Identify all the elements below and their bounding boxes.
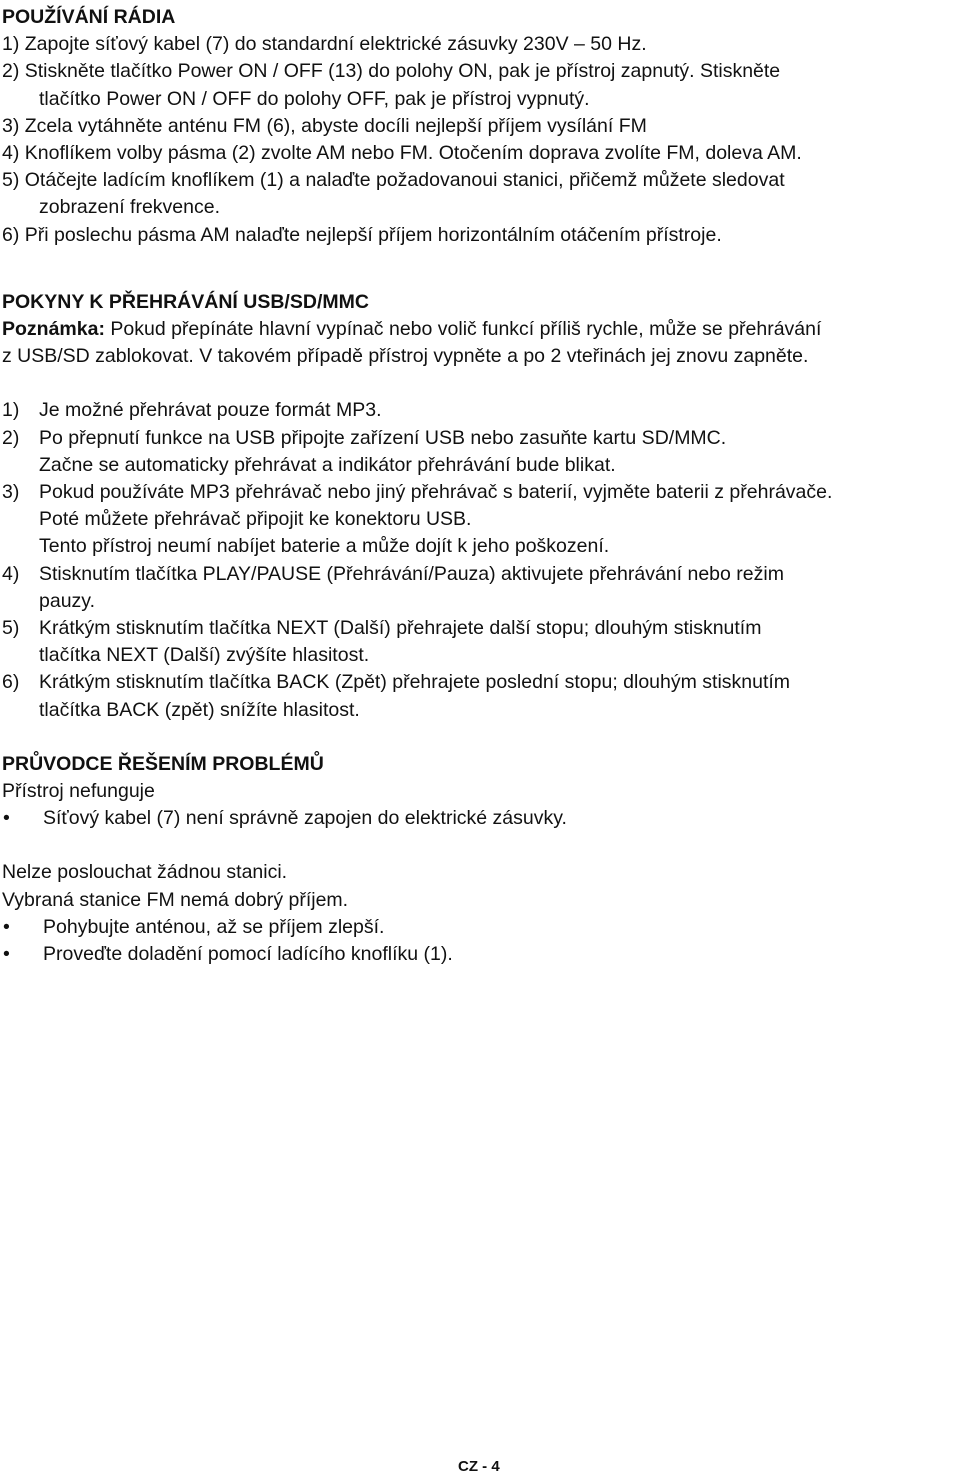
- usb-item-6-line-1: Krátkým stisknutím tlačítka BACK (Zpět) přehrajete poslední stopu; dlouhým stisknutím: [39, 671, 791, 694]
- usb-item-2-line-2: Začne se automaticky přehrávat a indikátor přehrávání bude blikat.: [39, 453, 616, 476]
- trouble-problem-2a: Nelze poslouchat žádnou stanici.: [2, 861, 288, 884]
- usb-item-5-number: 5): [2, 617, 20, 640]
- radio-line-3: tlačítko Power ON / OFF do polohy OFF, pak je přístroj vypnutý.: [39, 87, 590, 110]
- bullet-icon: •: [3, 807, 10, 830]
- usb-item-2-line-1: Po přepnutí funkce na USB připojte zařízení USB nebo zasuňte kartu SD/MMC.: [39, 426, 727, 449]
- usb-item-4-number: 4): [2, 562, 20, 585]
- usb-item-1-number: 1): [2, 399, 20, 422]
- radio-line-8: 6) Při poslechu pásma AM nalaďte nejlepší příjem horizontálním otáčením přístroje.: [2, 223, 722, 246]
- usb-item-3-line-1: Pokud používáte MP3 přehrávač nebo jiný přehrávač s baterií, vyjměte baterii z přehrávače.: [39, 481, 833, 504]
- usb-item-3-line-2: Poté můžete přehrávač připojit ke konektoru USB.: [39, 508, 472, 531]
- trouble-problem-1: Přístroj nefunguje: [2, 780, 155, 803]
- usb-item-5-line-2: tlačítka NEXT (Další) zvýšíte hlasitost.: [39, 644, 370, 667]
- usb-item-2-number: 2): [2, 426, 20, 449]
- usb-heading: POKYNY K PŘEHRÁVÁNÍ USB/SD/MMC: [2, 290, 369, 313]
- usb-item-6-line-2: tlačítka BACK (zpět) snížíte hlasitost.: [39, 698, 360, 721]
- usb-item-2: [2, 425, 952, 479]
- trouble-bullet-1: [2, 805, 952, 832]
- usb-item-6-number: 6): [2, 671, 20, 694]
- usb-item-5: [2, 615, 952, 669]
- usb-item-4-line-2: pauzy.: [39, 589, 96, 612]
- usb-item-4: [2, 561, 952, 615]
- usb-note: [2, 316, 952, 343]
- usb-item-4-line-1: Stisknutím tlačítka PLAY/PAUSE (Přehrávání/Pauza) aktivujete přehrávání nebo režim: [39, 562, 784, 585]
- trouble-bullet-1-text: Síťový kabel (7) není správně zapojen do elektrické zásuvky.: [43, 807, 567, 830]
- trouble-problem-2b: Vybraná stanice FM nemá dobrý příjem.: [2, 888, 349, 911]
- trouble-heading: PRŮVODCE ŘEŠENÍM PROBLÉMŮ: [2, 752, 324, 775]
- trouble-bullet-3: [2, 941, 952, 968]
- bullet-icon: •: [3, 943, 10, 966]
- usb-note-text-2: z USB/SD zablokovat. V takovém případě přístroj vypněte a po 2 vteřinách jej znovu zapněte.: [2, 345, 809, 368]
- usb-item-1: [2, 397, 952, 424]
- usb-item-1-line-1: Je možné přehrávat pouze formát MP3.: [39, 399, 382, 422]
- bullet-icon: •: [3, 915, 10, 938]
- usb-item-3-line-3: Tento přístroj neumí nabíjet baterie a může dojít k jeho poškození.: [39, 535, 610, 558]
- radio-line-1: 1) Zapojte síťový kabel (7) do standardní elektrické zásuvky 230V – 50 Hz.: [2, 33, 647, 56]
- usb-item-5-line-1: Krátkým stisknutím tlačítka NEXT (Další) přehrajete další stopu; dlouhým stisknutím: [39, 617, 762, 640]
- trouble-bullet-2: [2, 914, 952, 941]
- trouble-bullet-3-text: Proveďte doladění pomocí ladícího knoflíku (1).: [43, 943, 453, 966]
- usb-item-6: [2, 669, 952, 723]
- radio-heading: POUŽÍVÁNÍ RÁDIA: [2, 6, 176, 28]
- usb-note-label: Poznámka:: [2, 318, 105, 341]
- radio-line-4: 3) Zcela vytáhněte anténu FM (6), abyste docíli nejlepší příjem vysílání FM: [2, 114, 647, 137]
- page-number: CZ - 4: [458, 1458, 500, 1475]
- usb-note-text-1: Pokud přepínáte hlavní vypínač nebo volič funkcí příliš rychle, může se přehrávání: [104, 318, 822, 341]
- usb-item-3-number: 3): [2, 481, 20, 504]
- radio-line-2: 2) Stiskněte tlačítko Power ON / OFF (13) do polohy ON, pak je přístroj zapnutý. Stiskněte: [2, 60, 781, 83]
- radio-line-6: 5) Otáčejte ladícím knoflíkem (1) a nalaďte požadovanoui stanici, přičemž můžete sledovat: [2, 169, 785, 192]
- radio-line-7: zobrazení frekvence.: [39, 196, 221, 219]
- trouble-bullet-2-text: Pohybujte anténou, až se příjem zlepší.: [43, 915, 385, 938]
- document-page: [2, 4, 952, 968]
- radio-line-5: 4) Knoflíkem volby pásma (2) zvolte AM nebo FM. Otočením doprava zvolíte FM, doleva AM.: [2, 142, 802, 165]
- usb-item-3: [2, 479, 952, 561]
